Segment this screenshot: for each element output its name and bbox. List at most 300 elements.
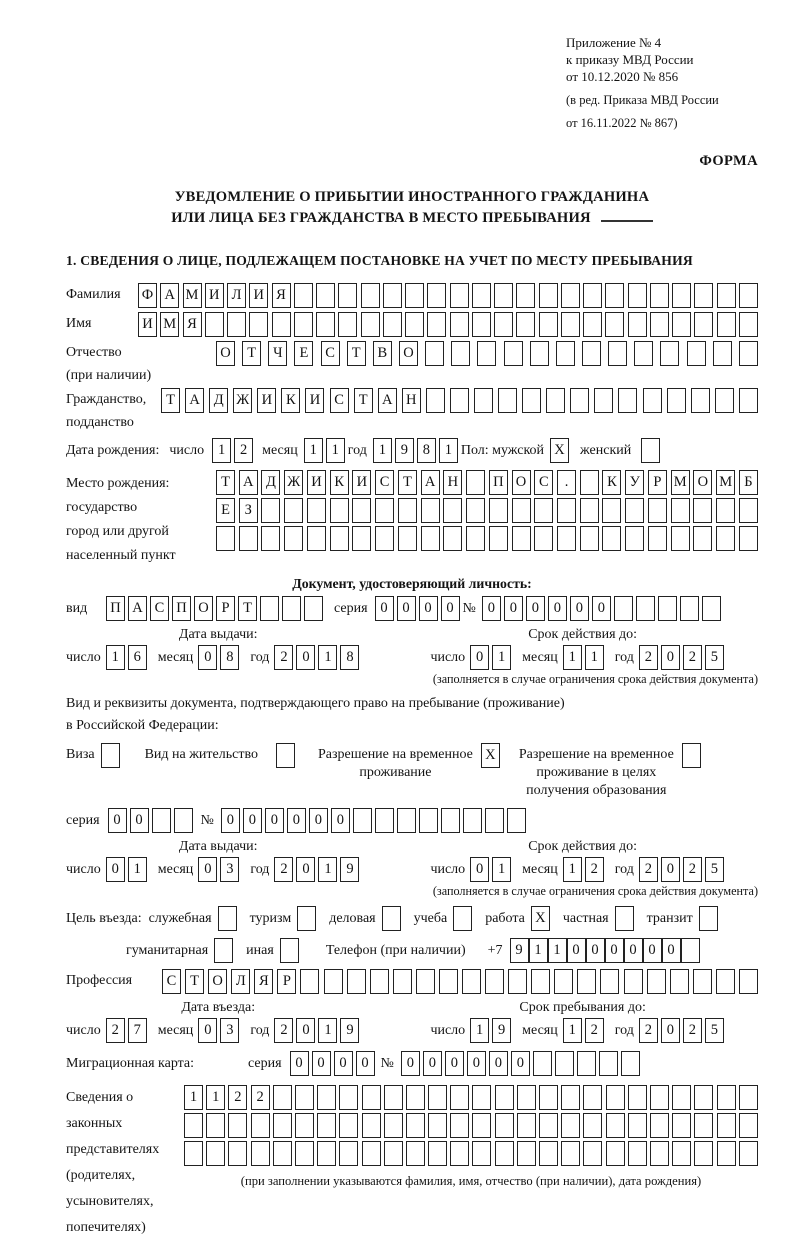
representatives-boxes-2[interactable] <box>184 1113 758 1138</box>
char-box[interactable]: 0 <box>592 596 611 621</box>
char-box[interactable] <box>472 1113 491 1138</box>
char-box[interactable]: 0 <box>331 808 350 833</box>
char-box[interactable]: 2 <box>639 857 658 882</box>
representatives-boxes-1[interactable] <box>184 1085 758 1110</box>
char-box[interactable] <box>466 526 485 551</box>
char-box[interactable]: 9 <box>340 857 359 882</box>
char-box[interactable] <box>295 1085 314 1110</box>
entry-year-boxes[interactable] <box>274 1018 362 1043</box>
char-box[interactable] <box>261 498 280 523</box>
char-box[interactable]: 5 <box>705 857 724 882</box>
char-box[interactable] <box>608 341 627 366</box>
char-box[interactable] <box>494 283 513 308</box>
char-box[interactable] <box>641 438 660 463</box>
char-box[interactable] <box>561 1141 580 1166</box>
char-box[interactable] <box>539 1085 558 1110</box>
char-box[interactable]: 0 <box>221 808 240 833</box>
rvp-checkbox[interactable] <box>481 743 503 768</box>
char-box[interactable] <box>398 498 417 523</box>
char-box[interactable] <box>339 1113 358 1138</box>
char-box[interactable] <box>713 341 732 366</box>
char-box[interactable] <box>362 1141 381 1166</box>
char-box[interactable]: X <box>481 743 500 768</box>
char-box[interactable]: С <box>162 969 181 994</box>
char-box[interactable]: Т <box>185 969 204 994</box>
char-box[interactable] <box>580 526 599 551</box>
char-box[interactable] <box>495 1085 514 1110</box>
char-box[interactable] <box>555 1051 574 1076</box>
char-box[interactable] <box>687 341 706 366</box>
char-box[interactable] <box>739 498 758 523</box>
char-box[interactable] <box>383 283 402 308</box>
char-box[interactable] <box>338 283 357 308</box>
char-box[interactable]: 0 <box>375 596 394 621</box>
char-box[interactable] <box>375 498 394 523</box>
char-box[interactable] <box>577 969 596 994</box>
char-box[interactable] <box>531 969 550 994</box>
char-box[interactable] <box>614 596 633 621</box>
char-box[interactable] <box>272 312 291 337</box>
char-box[interactable]: . <box>557 470 576 495</box>
char-box[interactable] <box>517 1085 536 1110</box>
char-box[interactable] <box>681 938 700 963</box>
char-box[interactable] <box>216 526 235 551</box>
doc-number-boxes[interactable] <box>482 596 724 621</box>
char-box[interactable]: 0 <box>334 1051 353 1076</box>
char-box[interactable] <box>472 312 491 337</box>
char-box[interactable] <box>405 283 424 308</box>
char-box[interactable] <box>628 312 647 337</box>
char-box[interactable] <box>628 1113 647 1138</box>
char-box[interactable]: 1 <box>548 938 567 963</box>
char-box[interactable] <box>428 1113 447 1138</box>
char-box[interactable] <box>522 388 541 413</box>
char-box[interactable] <box>304 596 323 621</box>
char-box[interactable]: 1 <box>326 438 345 463</box>
char-box[interactable] <box>650 283 669 308</box>
char-box[interactable]: 2 <box>683 645 702 670</box>
char-box[interactable] <box>539 312 558 337</box>
char-box[interactable] <box>406 1113 425 1138</box>
char-box[interactable] <box>450 1141 469 1166</box>
char-box[interactable]: И <box>249 283 268 308</box>
char-box[interactable] <box>206 1113 225 1138</box>
char-box[interactable]: 1 <box>563 1018 582 1043</box>
char-box[interactable] <box>648 498 667 523</box>
rvp-education-checkbox[interactable] <box>682 743 704 768</box>
char-box[interactable] <box>206 1141 225 1166</box>
char-box[interactable] <box>101 743 120 768</box>
char-box[interactable] <box>239 526 258 551</box>
char-box[interactable]: 2 <box>106 1018 125 1043</box>
char-box[interactable]: А <box>421 470 440 495</box>
char-box[interactable]: 2 <box>274 857 293 882</box>
char-box[interactable]: 0 <box>661 645 680 670</box>
char-box[interactable] <box>295 1113 314 1138</box>
char-box[interactable] <box>474 388 493 413</box>
char-box[interactable]: 1 <box>563 857 582 882</box>
citizenship-boxes[interactable] <box>161 388 758 413</box>
char-box[interactable]: 1 <box>106 645 125 670</box>
char-box[interactable] <box>691 388 710 413</box>
doc-issue-day-boxes[interactable] <box>106 645 150 670</box>
char-box[interactable]: 1 <box>184 1085 203 1110</box>
char-box[interactable] <box>261 526 280 551</box>
char-box[interactable] <box>406 1141 425 1166</box>
char-box[interactable]: 1 <box>470 1018 489 1043</box>
char-box[interactable]: 1 <box>585 645 604 670</box>
birthdate-day-boxes[interactable] <box>212 438 256 463</box>
char-box[interactable] <box>339 1141 358 1166</box>
char-box[interactable] <box>517 1141 536 1166</box>
char-box[interactable] <box>489 498 508 523</box>
char-box[interactable] <box>534 498 553 523</box>
char-box[interactable]: М <box>671 470 690 495</box>
char-box[interactable] <box>249 312 268 337</box>
char-box[interactable] <box>317 1141 336 1166</box>
char-box[interactable] <box>508 969 527 994</box>
char-box[interactable] <box>495 1141 514 1166</box>
char-box[interactable] <box>347 969 366 994</box>
char-box[interactable] <box>362 1085 381 1110</box>
char-box[interactable]: Т <box>242 341 261 366</box>
char-box[interactable] <box>450 1113 469 1138</box>
representatives-boxes-3[interactable] <box>184 1141 758 1166</box>
char-box[interactable]: О <box>194 596 213 621</box>
char-box[interactable]: 0 <box>526 596 545 621</box>
char-box[interactable] <box>583 1113 602 1138</box>
char-box[interactable] <box>416 969 435 994</box>
char-box[interactable]: 2 <box>683 1018 702 1043</box>
char-box[interactable]: Р <box>216 596 235 621</box>
char-box[interactable]: 0 <box>130 808 149 833</box>
char-box[interactable] <box>339 1085 358 1110</box>
char-box[interactable] <box>600 969 619 994</box>
char-box[interactable]: 1 <box>492 857 511 882</box>
char-box[interactable]: Я <box>183 312 202 337</box>
char-box[interactable] <box>498 388 517 413</box>
char-box[interactable] <box>450 1085 469 1110</box>
purpose-private-checkbox[interactable] <box>609 906 634 931</box>
char-box[interactable] <box>682 743 701 768</box>
char-box[interactable]: 2 <box>585 857 604 882</box>
char-box[interactable] <box>184 1113 203 1138</box>
char-box[interactable]: 0 <box>470 645 489 670</box>
char-box[interactable]: 6 <box>128 645 147 670</box>
char-box[interactable]: О <box>208 969 227 994</box>
char-box[interactable] <box>375 526 394 551</box>
patronymic-boxes[interactable] <box>216 341 758 366</box>
char-box[interactable] <box>717 283 736 308</box>
char-box[interactable]: 2 <box>228 1085 247 1110</box>
char-box[interactable] <box>205 312 224 337</box>
char-box[interactable] <box>615 906 634 931</box>
char-box[interactable]: А <box>128 596 147 621</box>
char-box[interactable] <box>583 1141 602 1166</box>
char-box[interactable]: 7 <box>128 1018 147 1043</box>
char-box[interactable]: 1 <box>563 645 582 670</box>
char-box[interactable] <box>504 341 523 366</box>
char-box[interactable]: П <box>172 596 191 621</box>
char-box[interactable]: 9 <box>340 1018 359 1043</box>
char-box[interactable] <box>294 283 313 308</box>
char-box[interactable]: Ж <box>233 388 252 413</box>
char-box[interactable]: С <box>150 596 169 621</box>
char-box[interactable]: 1 <box>318 645 337 670</box>
char-box[interactable]: 2 <box>274 645 293 670</box>
char-box[interactable]: 1 <box>128 857 147 882</box>
char-box[interactable] <box>451 341 470 366</box>
purpose-study-checkbox[interactable] <box>447 906 472 931</box>
char-box[interactable] <box>739 388 758 413</box>
residence-expiry-day-boxes[interactable] <box>470 857 514 882</box>
char-box[interactable] <box>539 1141 558 1166</box>
doc-issue-year-boxes[interactable] <box>274 645 362 670</box>
char-box[interactable] <box>294 312 313 337</box>
char-box[interactable] <box>672 312 691 337</box>
char-box[interactable]: Ж <box>284 470 303 495</box>
char-box[interactable] <box>628 283 647 308</box>
char-box[interactable] <box>605 283 624 308</box>
birthplace-boxes-2[interactable] <box>216 498 758 523</box>
char-box[interactable] <box>539 283 558 308</box>
birthdate-month-boxes[interactable] <box>304 438 348 463</box>
char-box[interactable]: К <box>281 388 300 413</box>
char-box[interactable] <box>699 906 718 931</box>
char-box[interactable]: Т <box>398 470 417 495</box>
char-box[interactable] <box>443 526 462 551</box>
char-box[interactable] <box>583 1085 602 1110</box>
char-box[interactable] <box>530 341 549 366</box>
char-box[interactable] <box>280 938 299 963</box>
char-box[interactable] <box>739 1113 758 1138</box>
char-box[interactable] <box>739 312 758 337</box>
char-box[interactable] <box>577 1051 596 1076</box>
char-box[interactable]: Н <box>443 470 462 495</box>
char-box[interactable]: А <box>239 470 258 495</box>
char-box[interactable]: 1 <box>529 938 548 963</box>
char-box[interactable] <box>383 312 402 337</box>
char-box[interactable] <box>282 596 301 621</box>
char-box[interactable]: 1 <box>304 438 323 463</box>
char-box[interactable]: 2 <box>585 1018 604 1043</box>
char-box[interactable] <box>421 526 440 551</box>
stay-month-boxes[interactable] <box>563 1018 607 1043</box>
char-box[interactable]: И <box>305 388 324 413</box>
char-box[interactable] <box>317 1113 336 1138</box>
char-box[interactable]: 2 <box>234 438 253 463</box>
char-box[interactable] <box>694 1085 713 1110</box>
char-box[interactable]: 8 <box>417 438 436 463</box>
char-box[interactable]: Т <box>347 341 366 366</box>
char-box[interactable] <box>251 1113 270 1138</box>
char-box[interactable]: 0 <box>401 1051 420 1076</box>
char-box[interactable]: О <box>216 341 235 366</box>
char-box[interactable] <box>739 341 758 366</box>
purpose-work-checkbox[interactable] <box>525 906 550 931</box>
char-box[interactable]: 3 <box>220 1018 239 1043</box>
char-box[interactable] <box>361 312 380 337</box>
char-box[interactable]: 2 <box>683 857 702 882</box>
char-box[interactable] <box>739 969 758 994</box>
purpose-humanitarian-checkbox[interactable] <box>208 938 233 963</box>
char-box[interactable]: 1 <box>492 645 511 670</box>
char-box[interactable]: У <box>625 470 644 495</box>
char-box[interactable]: 0 <box>661 857 680 882</box>
residence-issue-month-boxes[interactable] <box>198 857 242 882</box>
char-box[interactable]: Л <box>231 969 250 994</box>
char-box[interactable] <box>628 1141 647 1166</box>
char-box[interactable] <box>507 808 526 833</box>
char-box[interactable] <box>517 1113 536 1138</box>
char-box[interactable] <box>580 498 599 523</box>
char-box[interactable] <box>650 1085 669 1110</box>
char-box[interactable] <box>466 470 485 495</box>
char-box[interactable]: 0 <box>312 1051 331 1076</box>
char-box[interactable] <box>273 1113 292 1138</box>
doc-expiry-month-boxes[interactable] <box>563 645 607 670</box>
char-box[interactable]: 0 <box>243 808 262 833</box>
char-box[interactable]: В <box>373 341 392 366</box>
char-box[interactable] <box>606 1085 625 1110</box>
char-box[interactable] <box>384 1113 403 1138</box>
residence-expiry-month-boxes[interactable] <box>563 857 607 882</box>
char-box[interactable]: 0 <box>296 645 315 670</box>
char-box[interactable] <box>618 388 637 413</box>
char-box[interactable]: 2 <box>274 1018 293 1043</box>
char-box[interactable] <box>472 1141 491 1166</box>
visa-checkbox[interactable] <box>101 743 123 768</box>
char-box[interactable] <box>427 283 446 308</box>
char-box[interactable]: 0 <box>397 596 416 621</box>
char-box[interactable] <box>516 312 535 337</box>
char-box[interactable]: А <box>185 388 204 413</box>
char-box[interactable]: 5 <box>705 645 724 670</box>
char-box[interactable] <box>428 1085 447 1110</box>
char-box[interactable] <box>228 1113 247 1138</box>
char-box[interactable]: 0 <box>662 938 681 963</box>
char-box[interactable] <box>717 1141 736 1166</box>
char-box[interactable] <box>694 1113 713 1138</box>
char-box[interactable] <box>715 388 734 413</box>
char-box[interactable]: Н <box>402 388 421 413</box>
char-box[interactable]: 0 <box>265 808 284 833</box>
char-box[interactable] <box>485 808 504 833</box>
char-box[interactable]: С <box>375 470 394 495</box>
char-box[interactable] <box>184 1141 203 1166</box>
char-box[interactable] <box>693 969 712 994</box>
char-box[interactable]: 2 <box>639 1018 658 1043</box>
residence-number-boxes[interactable] <box>221 808 529 833</box>
char-box[interactable]: С <box>534 470 553 495</box>
char-box[interactable]: 8 <box>340 645 359 670</box>
birthplace-boxes-1[interactable] <box>216 470 758 495</box>
purpose-other-checkbox[interactable] <box>274 938 299 963</box>
char-box[interactable] <box>384 1141 403 1166</box>
char-box[interactable] <box>625 498 644 523</box>
char-box[interactable] <box>495 1113 514 1138</box>
char-box[interactable]: 0 <box>108 808 127 833</box>
char-box[interactable] <box>693 498 712 523</box>
char-box[interactable]: К <box>602 470 621 495</box>
char-box[interactable]: 9 <box>510 938 529 963</box>
char-box[interactable] <box>426 388 445 413</box>
char-box[interactable] <box>462 969 481 994</box>
char-box[interactable] <box>602 526 621 551</box>
char-box[interactable]: 9 <box>395 438 414 463</box>
char-box[interactable]: X <box>531 906 550 931</box>
char-box[interactable]: 0 <box>643 938 662 963</box>
char-box[interactable] <box>428 1141 447 1166</box>
char-box[interactable]: М <box>183 283 202 308</box>
profession-boxes[interactable] <box>162 969 758 994</box>
residence-series-boxes[interactable] <box>108 808 196 833</box>
char-box[interactable]: 0 <box>290 1051 309 1076</box>
char-box[interactable] <box>716 969 735 994</box>
char-box[interactable]: 9 <box>492 1018 511 1043</box>
char-box[interactable]: 0 <box>198 645 217 670</box>
char-box[interactable]: 0 <box>445 1051 464 1076</box>
char-box[interactable] <box>621 1051 640 1076</box>
char-box[interactable] <box>582 341 601 366</box>
char-box[interactable]: М <box>160 312 179 337</box>
char-box[interactable] <box>297 906 316 931</box>
char-box[interactable] <box>556 341 575 366</box>
char-box[interactable]: 0 <box>467 1051 486 1076</box>
char-box[interactable]: А <box>378 388 397 413</box>
char-box[interactable]: Е <box>216 498 235 523</box>
char-box[interactable] <box>561 283 580 308</box>
char-box[interactable]: О <box>512 470 531 495</box>
char-box[interactable] <box>739 526 758 551</box>
char-box[interactable] <box>693 526 712 551</box>
char-box[interactable] <box>557 526 576 551</box>
char-box[interactable] <box>670 969 689 994</box>
char-box[interactable] <box>425 341 444 366</box>
char-box[interactable] <box>273 1141 292 1166</box>
char-box[interactable] <box>397 808 416 833</box>
char-box[interactable]: Т <box>354 388 373 413</box>
char-box[interactable] <box>352 498 371 523</box>
char-box[interactable]: 0 <box>586 938 605 963</box>
char-box[interactable] <box>533 1051 552 1076</box>
char-box[interactable] <box>393 969 412 994</box>
char-box[interactable]: Т <box>238 596 257 621</box>
char-box[interactable]: 0 <box>423 1051 442 1076</box>
char-box[interactable] <box>300 969 319 994</box>
char-box[interactable] <box>672 1141 691 1166</box>
char-box[interactable] <box>672 283 691 308</box>
char-box[interactable] <box>647 969 666 994</box>
doc-expiry-year-boxes[interactable] <box>639 645 727 670</box>
char-box[interactable] <box>606 1113 625 1138</box>
char-box[interactable]: 3 <box>220 857 239 882</box>
char-box[interactable]: 0 <box>482 596 501 621</box>
char-box[interactable] <box>561 312 580 337</box>
char-box[interactable] <box>276 743 295 768</box>
char-box[interactable]: С <box>321 341 340 366</box>
char-box[interactable] <box>463 808 482 833</box>
char-box[interactable] <box>602 498 621 523</box>
char-box[interactable] <box>338 312 357 337</box>
char-box[interactable]: З <box>239 498 258 523</box>
char-box[interactable]: 0 <box>511 1051 530 1076</box>
char-box[interactable]: 1 <box>318 1018 337 1043</box>
stay-day-boxes[interactable] <box>470 1018 514 1043</box>
char-box[interactable] <box>539 1113 558 1138</box>
char-box[interactable] <box>546 388 565 413</box>
char-box[interactable]: Т <box>161 388 180 413</box>
